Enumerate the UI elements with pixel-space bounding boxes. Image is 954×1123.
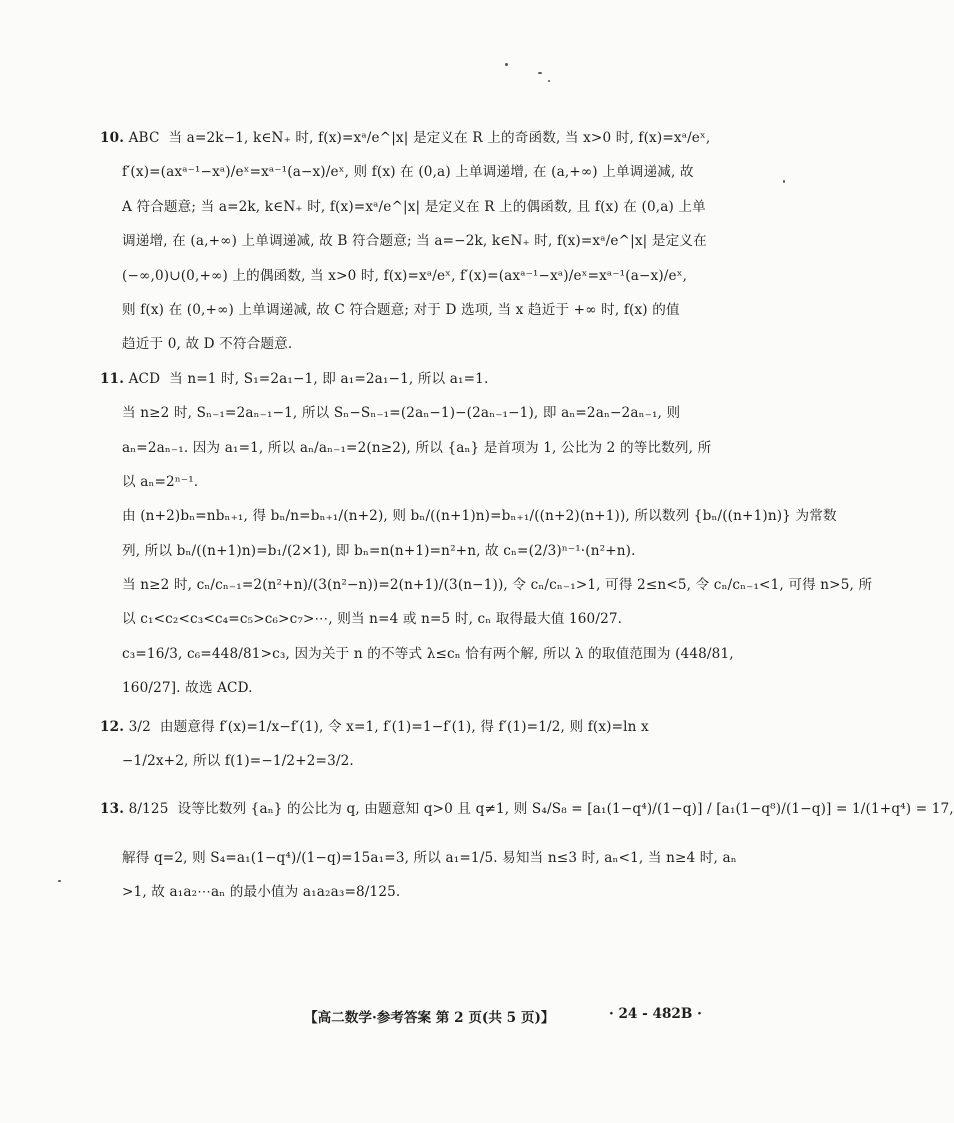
answer-12-text-1: 由题意得 f′(x)=1/x−f′(1), 令 x=1, f′(1)=1−f′(1), 得 f′(1)=1/2, 则 f(x)=ln x — [159, 718, 649, 735]
answer-11-line-5: 由 (n+2)bₙ=nbₙ₊₁, 得 bₙ/n=bₙ₊₁/(n+2), 则 bₙ/((n+1)n)=bₙ₊₁/((n+2)(n+1)), 所以数列 {bₙ/((n+1)n)} 为常数 — [122, 508, 837, 525]
answer-12 — [100, 717, 680, 772]
answer-11-line-2: 当 n≥2 时, Sₙ₋₁=2aₙ₋₁−1, 所以 Sₙ−Sₙ₋₁=(2aₙ−1)−(2aₙ₋₁−1), 即 aₙ=2aₙ−2aₙ₋₁, 则 — [122, 405, 681, 422]
answer-12-line-2: −1/2x+2, 所以 f(1)=−1/2+2=3/2. — [122, 753, 354, 770]
answer-10-key: ABC — [128, 130, 160, 146]
answer-10 — [100, 128, 711, 355]
answer-13-line-3: >1, 故 a₁a₂⋯aₙ 的最小值为 a₁a₂a₃=8/125. — [122, 884, 401, 901]
answer-10-text-1: 当 a=2k−1, k∈N₊ 时, f(x)=xᵃ/e^|x| 是定义在 R 上的奇函数, 当 x>0 时, f(x)=xᵃ/eˣ, — [168, 130, 711, 146]
answer-11-key: ACD — [128, 370, 161, 387]
answer-13-line-1 — [100, 799, 954, 820]
answer-13-line-2: 解得 q=2, 则 S₄=a₁(1−q⁴)/(1−q)=15a₁=3, 所以 a₁=1/5. 易知当 n≤3 时, aₙ<1, 当 n≥4 时, aₙ — [122, 849, 737, 866]
answer-13-number: 13. — [100, 801, 125, 818]
answer-10-number: 10. — [100, 130, 125, 146]
answer-11-line-1 — [100, 369, 680, 390]
answer-12-number: 12. — [100, 718, 125, 735]
answer-11-number: 11. — [100, 370, 125, 387]
scan-speck — [505, 63, 508, 66]
answer-10-line-5: (−∞,0)∪(0,+∞) 上的偶函数, 当 x>0 时, f(x)=xᵃ/eˣ, f′(x)=(axᵃ⁻¹−xᵃ)/eˣ=xᵃ⁻¹(a−x)/eˣ, — [122, 267, 688, 284]
answer-11-line-10: 160/27]. 故选 ACD. — [122, 680, 253, 697]
answer-10-line-4: 调递增, 在 (a,+∞) 上单调递减, 故 B 符合题意; 当 a=−2k, k∈N₊ 时, f(x)=xᵃ/e^|x| 是定义在 — [122, 233, 707, 250]
answer-11-line-4: 以 aₙ=2ⁿ⁻¹. — [122, 473, 199, 490]
answer-10-line-3: A 符合题意; 当 a=2k, k∈N₊ 时, f(x)=xᵃ/e^|x| 是定义在 R 上的偶函数, 且 f(x) 在 (0,a) 上单 — [122, 198, 706, 215]
answer-11 — [100, 369, 873, 700]
scan-speck — [58, 880, 61, 882]
answer-11-line-7: 当 n≥2 时, cₙ/cₙ₋₁=2(n²+n)/(3(n²−n))=2(n+1)/(3(n−1)), 令 cₙ/cₙ₋₁>1, 可得 2≤n<5, 令 cₙ/cₙ₋₁<1, 可得 n>5, 所 — [122, 577, 873, 594]
scan-speck — [783, 180, 785, 183]
answer-11-text-1: 当 n=1 时, S₁=2a₁−1, 即 a₁=2a₁−1, 所以 a₁=1. — [169, 370, 489, 387]
scan-speck — [548, 80, 550, 82]
answer-11-line-9: c₃=16/3, c₆=448/81>c₃, 因为关于 n 的不等式 λ≤cₙ 恰有两个解, 所以 λ 的取值范围为 (448/81, — [122, 645, 734, 662]
answer-11-line-3: aₙ=2aₙ₋₁. 因为 a₁=1, 所以 aₙ/aₙ₋₁=2(n≥2), 所以 {aₙ} 是首项为 1, 公比为 2 的等比数列, 所 — [122, 439, 712, 456]
answer-10-line-2: f′(x)=(axᵃ⁻¹−xᵃ)/eˣ=xᵃ⁻¹(a−x)/eˣ, 则 f(x) 在 (0,a) 上单调递增, 在 (a,+∞) 上单调递减, 故 — [122, 164, 694, 181]
answer-12-line-1 — [100, 717, 680, 738]
answer-10-line-6: 则 f(x) 在 (0,+∞) 上单调递减, 故 C 符合题意; 对于 D 选项, 当 x 趋近于 +∞ 时, f(x) 的值 — [122, 301, 680, 318]
answer-10-line-1 — [100, 128, 711, 149]
answer-11-line-8: 以 c₁<c₂<c₃<c₄=c₅>c₆>c₇>⋯, 则当 n=4 或 n=5 时, cₙ 取得最大值 160/27. — [122, 611, 623, 628]
footer-title: 【高二数学·参考答案 第 2 页(共 5 页)】 — [304, 1010, 555, 1026]
answer-13-text-1: 设等比数列 {aₙ} 的公比为 q, 由题意知 q>0 且 q≠1, 则 S₄/S₈ = [a₁(1−q⁴)/(1−q)] / [a₁(1−q⁸)/(1−q)] = 1/(1+q⁴) = 17, — [177, 801, 954, 818]
scan-speck — [538, 72, 542, 74]
answer-11-line-6: 列, 所以 bₙ/((n+1)n)=b₁/(2×1), 即 bₙ=n(n+1)=n²+n, 故 cₙ=(2/3)ⁿ⁻¹·(n²+n). — [122, 542, 636, 559]
footer-code: · 24 - 482B · — [609, 1006, 702, 1022]
answer-13 — [100, 799, 954, 903]
answer-13-key: 8/125 — [128, 801, 169, 818]
answer-list — [100, 128, 954, 917]
answer-12-key: 3/2 — [128, 718, 151, 735]
answer-10-line-7: 趋近于 0, 故 D 不符合题意. — [122, 336, 293, 353]
